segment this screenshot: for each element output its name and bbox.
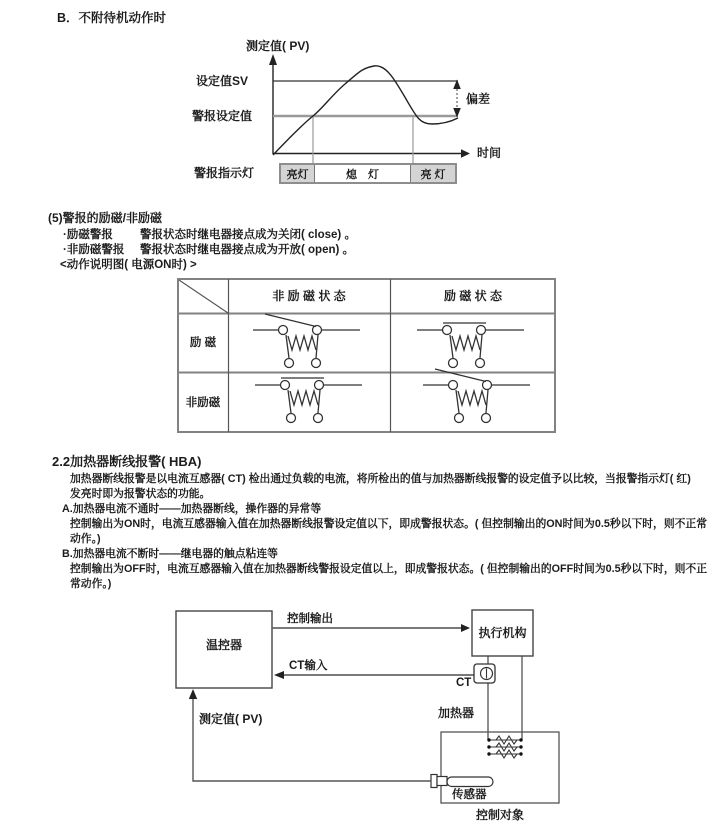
heater-symbol: [487, 736, 522, 758]
lamp-state-bar: [279, 163, 457, 184]
pv-wire: [193, 695, 431, 781]
relay-open-symbol: [423, 369, 530, 423]
deviation-arrow-icon: [453, 80, 461, 118]
ct-symbol: [474, 664, 495, 683]
standby-chart: [269, 54, 470, 163]
hba-item-a-line1: 控制输出为ON时，电流互感器输入值在加热器断线报警设定值以下，即成警报状态。( 但控制输出的ON时间为0.5秒以下时，则不正常: [70, 518, 708, 530]
pv-label: 测定值( PV): [199, 712, 263, 726]
relay-open-symbol: [253, 314, 360, 368]
lamp-state-on: 亮灯: [281, 165, 314, 182]
table-header-excited: 励 磁 状 态: [443, 289, 502, 303]
actuator-label: 执行机构: [478, 626, 527, 640]
pv-axis-label: 测定值( PV): [246, 39, 310, 53]
bullet2-text: 警报状态时继电器接点成为开放( open) 。: [140, 244, 355, 256]
sensor-label: 传感器: [452, 789, 487, 801]
excitation-title: (5)警报的励磁/非励磁: [48, 211, 163, 225]
relay-closed-symbol: [417, 323, 524, 368]
diagram-note: <动作说明图( 电源ON时) >: [60, 259, 197, 271]
hba-item-a-title: A.加热器电流不通时——加热器断线，操作器的异常等: [62, 503, 322, 515]
relay-closed-symbol: [255, 378, 362, 423]
hba-item-b-line2: 常动作。): [70, 578, 112, 590]
controller-label: 温控器: [205, 638, 242, 652]
control-output-label: 控制输出: [287, 613, 333, 625]
deviation-label: 偏差: [466, 92, 491, 106]
ct-input-arrow-icon: [274, 671, 284, 679]
control-output-arrow-icon: [461, 624, 470, 632]
header-diagonal: [179, 280, 228, 313]
time-axis-arrow-icon: [461, 149, 470, 158]
alarm-setpoint-label: 警报设定值: [192, 109, 253, 123]
sensor-symbol: [431, 775, 493, 788]
hba-intro-line2: 发亮时即为报警状态的功能。: [70, 488, 211, 500]
ct-label: CT: [456, 677, 472, 689]
heater-label: 加热器: [438, 706, 475, 720]
hba-title: 2.2加热器断线报警( HBA): [52, 454, 202, 469]
lamp-row-label: 警报指示灯: [194, 166, 255, 180]
ct-input-label: CT输入: [289, 660, 328, 672]
section-b-heading: B．不附待机动作时: [57, 11, 167, 25]
bullet2-label: ·非励磁警报: [63, 244, 125, 256]
hba-item-b-title: B.加热器电流不断时——继电器的触点粘连等: [62, 548, 278, 560]
sv-label: 设定值SV: [196, 74, 249, 88]
pv-axis-arrow-icon: [269, 54, 277, 65]
table-row-excited: 励 磁: [189, 337, 217, 349]
bullet1-label: ·励磁警报: [63, 229, 113, 241]
table-header-nonexcited: 非 励 磁 状 态: [272, 289, 346, 303]
controlled-object-label: 控制对象: [475, 808, 524, 822]
hba-item-a-line2: 动作。): [70, 533, 101, 545]
hba-intro-line1: 加热器断线报警是以电流互感器( CT) 检出通过负载的电流，将所检出的值与加热器断线报警的设定值予以比较，当报警指示灯( 红): [70, 473, 691, 485]
hba-item-b-line1: 控制输出为OFF时，电流互感器输入值在加热器断线警报设定值以上，即成警报状态。( 但控制输出的OFF时间为0.5秒以下时，则不正: [70, 563, 708, 575]
lamp-state-on: 亮 灯: [411, 165, 455, 182]
table-row-nonexcited: 非励磁: [185, 397, 221, 409]
lamp-state-off: 熄 灯: [314, 165, 411, 182]
bullet1-text: 警报状态时继电器接点成为关闭( close) 。: [140, 229, 356, 241]
pv-curve: [273, 66, 458, 155]
time-axis-label: 时间: [477, 146, 502, 160]
pv-arrow-icon: [189, 689, 197, 699]
